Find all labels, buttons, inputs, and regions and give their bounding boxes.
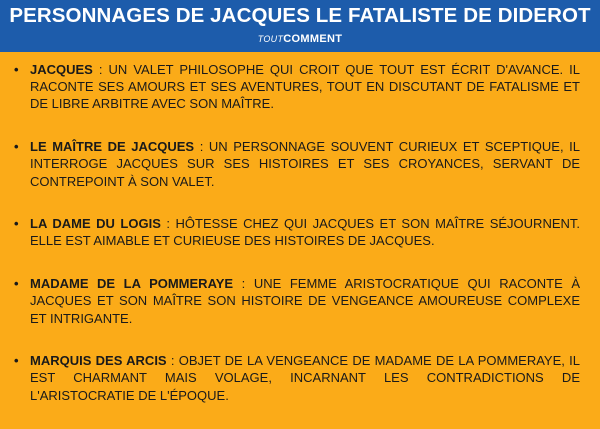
brand-logo-part2: COMMENT: [283, 33, 343, 45]
character-item-dame-du-logis: [14, 215, 580, 249]
bullet: •: [14, 353, 19, 369]
character-name: JACQUES: [30, 62, 93, 77]
character-name: LE MAÎTRE DE JACQUES: [30, 139, 195, 155]
header-banner: [0, 0, 600, 52]
character-name: MADAME DE LA POMMERAYE: [30, 276, 234, 292]
bullet: •: [14, 139, 19, 155]
character-item-jacques: [14, 61, 580, 113]
character-description: : HÔTESSE CHEZ QUI JACQUES ET SON MAÎTRE SÉJOURNENT. ELLE EST AIMABLE ET CURIEUSE DES HISTOIRES DE JACQUES.: [30, 216, 581, 249]
bullet: •: [14, 216, 19, 232]
bullet: •: [14, 62, 19, 77]
character-description: : UN VALET PHILOSOPHE QUI CROIT QUE TOUT EST ÉCRIT D'AVANCE. IL RACONTE SES AMOURS ET SES AVENTURES, TOUT EN DISCUTANT DE FATALISME ET DE LIBRE ARBITRE AVEC SON MAÎTRE.: [30, 62, 580, 112]
page-title: PERSONNAGES DE JACQUES LE FATALISTE DE DIDEROT: [9, 4, 591, 27]
character-description: : OBJET DE LA VENGEANCE DE MADAME DE LA POMMERAYE, IL EST CHARMANT MAIS VOLAGE, INCARNANT LES CONTRADICTIONS DE L'ARISTOCRATIE DE L'ÉPOQUE.: [30, 353, 580, 403]
bullet: •: [14, 276, 19, 292]
character-description: : UNE FEMME ARISTOCRATIQUE QUI RACONTE À JACQUES ET SON MAÎTRE SON HISTOIRE DE VENGEANCE AMOUREUSE COMPLEXE ET INTRIGANTE.: [30, 276, 580, 326]
character-item-maitre: [14, 138, 580, 190]
character-list: [14, 61, 580, 429]
character-item-marquis-des-arcis: [14, 352, 580, 404]
brand-logo: [0, 33, 600, 45]
character-description: : UN PERSONNAGE SOUVENT CURIEUX ET SCEPTIQUE, IL INTERROGE JACQUES SUR SES HISTOIRES ET SES CROYANCES, SERVANT DE CONTREPOINT À SON VALET.: [30, 139, 580, 189]
character-name: LA DAME DU LOGIS: [30, 216, 161, 232]
character-name: MARQUIS DES ARCIS: [30, 353, 167, 369]
brand-logo-part1: TOUT: [257, 34, 284, 44]
character-item-pommeraye: [14, 275, 580, 327]
